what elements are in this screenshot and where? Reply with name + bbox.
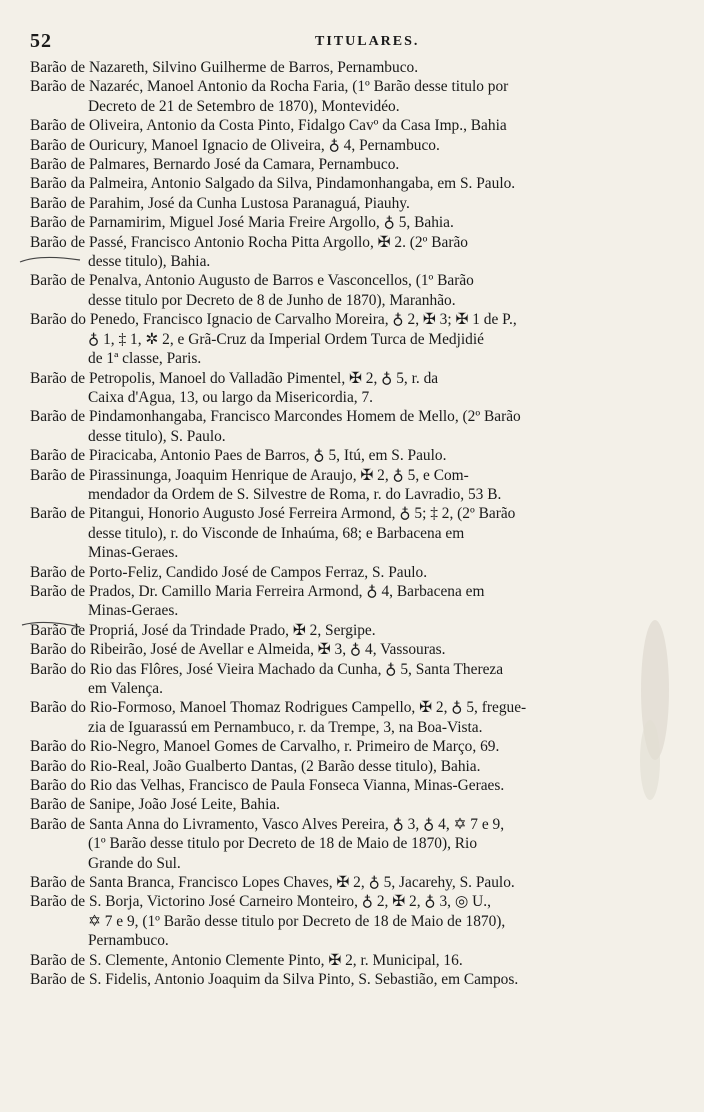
title-entry (30, 970, 670, 989)
entry-continuation-line: Pernambuco. (88, 932, 169, 950)
entry-first-line: Barão de Prados, Dr. Camillo Maria Ferreira Armond, ♁ 4, Barbacena em (30, 582, 485, 600)
entry-continuation-line: Minas-Geraes. (88, 544, 179, 562)
entry-first-line: Barão de Pitangui, Honorio Augusto José Ferreira Armond, ♁ 5; ‡ 2, (2º Barão (30, 505, 516, 523)
entry-first-line: Barão de S. Fidelis, Antonio Joaquim da Silva Pinto, S. Sebastião, em Campos. (30, 971, 519, 989)
entry-first-line: Barão de Ouricury, Manoel Ignacio de Oliveira, ♁ 4, Pernambuco. (30, 136, 440, 154)
entry-continuation-line: desse titulo), Bahia. (88, 253, 211, 271)
title-entry (30, 116, 670, 135)
entry-continuation-line: Grande do Sul. (88, 854, 181, 872)
title-entry (30, 310, 670, 368)
entry-first-line: Barão de Pindamonhangaba, Francisco Marcondes Homem de Mello, (2º Barão (30, 408, 521, 426)
title-entry (30, 369, 670, 408)
entry-continuation-line: (1º Barão desse titulo por Decreto de 18 de Maio de 1870), Rio (88, 835, 478, 853)
entry-first-line: Barão do Ribeirão, José de Avellar e Almeida, ✠ 3, ♁ 4, Vassouras. (30, 641, 446, 659)
entry-first-line: Barão de Nazareth, Silvino Guilherme de Barros, Pernambuco. (30, 59, 419, 76)
entry-continuation-line: de 1ª classe, Paris. (88, 350, 202, 368)
title-entry (30, 174, 670, 193)
title-entry (30, 892, 670, 950)
title-entry (30, 640, 670, 659)
entry-continuation-line: zia de Iguarassú em Pernambuco, r. da Trempe, 3, na Boa-Vista. (88, 718, 483, 736)
title-entry (30, 737, 670, 756)
title-entry (30, 77, 670, 116)
entry-first-line: Barão de Parnamirim, Miguel José Maria Freire Argollo, ♁ 5, Bahia. (30, 214, 454, 232)
entry-first-line: Barão do Rio-Real, João Gualberto Dantas, (2 Barão desse titulo), Bahia. (30, 757, 481, 775)
entry-first-line: Barão de Petropolis, Manoel do Valladão Pimentel, ✠ 2, ♁ 5, r. da (30, 369, 439, 387)
entry-continuation-line: Decreto de 21 de Setembro de 1870), Montevidéo. (88, 97, 400, 115)
title-entry (30, 582, 670, 621)
entry-continuation-line: desse titulo por Decreto de 8 de Junho de 1870), Maranhão. (88, 291, 456, 309)
entry-first-line: Barão de Piracicaba, Antonio Paes de Barros, ♁ 5, Itú, em S. Paulo. (30, 447, 447, 465)
entry-first-line: Barão de Penalva, Antonio Augusto de Barros e Vasconcellos, (1º Barão (30, 272, 474, 290)
title-entry (30, 58, 670, 77)
title-entry (30, 504, 670, 562)
title-entry (30, 155, 670, 174)
entry-first-line: Barão de S. Clemente, Antonio Clemente Pinto, ✠ 2, r. Municipal, 16. (30, 951, 463, 969)
entry-first-line: Barão da Palmeira, Antonio Salgado da Silva, Pindamonhangaba, em S. Paulo. (30, 175, 516, 193)
title-entry (30, 660, 670, 699)
title-entry (30, 407, 670, 446)
entry-first-line: Barão de Santa Anna do Livramento, Vasco Alves Pereira, ♁ 3, ♁ 4, ✡ 7 e 9, (30, 815, 505, 833)
title-entry (30, 621, 670, 640)
entry-continuation-line: ♁ 1, ‡ 1, ✲ 2, e Grã-Cruz da Imperial Ordem Turca de Medjidié (88, 330, 484, 348)
entry-continuation-line: Minas-Geraes. (88, 602, 179, 620)
entry-continuation-line: desse titulo), r. do Visconde de Inhaúma, 68; e Barbacena em (88, 524, 465, 542)
title-entry (30, 951, 670, 970)
page-number: 52 (30, 30, 52, 52)
entry-first-line: Barão do Rio-Negro, Manoel Gomes de Carvalho, r. Primeiro de Março, 69. (30, 738, 500, 756)
title-entry (30, 446, 670, 465)
title-entry (30, 698, 670, 737)
entry-first-line: Barão de Parahim, José da Cunha Lustosa Paranaguá, Piauhy. (30, 194, 410, 212)
title-entry (30, 233, 670, 272)
title-entry (30, 776, 670, 795)
title-entry (30, 815, 670, 873)
entry-first-line: Barão de Santa Branca, Francisco Lopes Chaves, ✠ 2, ♁ 5, Jacarehy, S. Paulo. (30, 874, 515, 892)
title-entry (30, 795, 670, 814)
title-entry (30, 757, 670, 776)
entry-first-line: Barão de Passé, Francisco Antonio Rocha Pitta Argollo, ✠ 2. (2º Barão (30, 233, 468, 251)
entry-first-line: Barão de S. Borja, Victorino José Carneiro Monteiro, ♁ 2, ✠ 2, ♁ 3, ◎ U., (30, 893, 491, 911)
title-entry (30, 194, 670, 213)
running-title: TITULARES. (315, 34, 420, 49)
entry-first-line: Barão de Palmares, Bernardo José da Camara, Pernambuco. (30, 156, 400, 174)
entry-first-line: Barão de Pirassinunga, Joaquim Henrique de Araujo, ✠ 2, ♁ 5, e Com- (30, 466, 469, 484)
title-entry (30, 563, 670, 582)
entry-first-line: Barão de Oliveira, Antonio da Costa Pinto, Fidalgo Cavº da Casa Imp., Bahia (30, 117, 507, 135)
entry-first-line: Barão de Porto-Feliz, Candido José de Campos Ferraz, S. Paulo. (30, 563, 428, 581)
title-entry (30, 136, 670, 155)
entry-first-line: Barão do Rio das Flôres, José Vieira Machado da Cunha, ♁ 5, Santa Thereza (30, 660, 504, 678)
entry-continuation-line: desse titulo), S. Paulo. (88, 427, 226, 445)
title-entry (30, 873, 670, 892)
entry-first-line: Barão de Sanipe, João José Leite, Bahia. (30, 796, 281, 814)
entry-first-line: Barão do Penedo, Francisco Ignacio de Carvalho Moreira, ♁ 2, ✠ 3; ✠ 1 de P., (30, 311, 517, 329)
entry-first-line: Barão de Propriá, José da Trindade Prado, ✠ 2, Sergipe. (30, 621, 376, 639)
title-entry (30, 271, 670, 310)
page-header (30, 30, 670, 56)
entry-continuation-line: mendador da Ordem de S. Silvestre de Roma, r. do Lavradio, 53 B. (88, 485, 502, 503)
entry-first-line: Barão de Nazaréc, Manoel Antonio da Rocha Faria, (1º Barão desse titulo por (30, 78, 509, 96)
entry-first-line: Barão do Rio-Formoso, Manoel Thomaz Rodrigues Campello, ✠ 2, ♁ 5, fregue- (30, 699, 527, 717)
title-entry (30, 466, 670, 505)
title-entry (30, 213, 670, 232)
titles-list (30, 58, 670, 990)
entry-continuation-line: Caixa d'Agua, 13, ou largo da Misericordia, 7. (88, 388, 374, 406)
entry-continuation-line: ✡ 7 e 9, (1º Barão desse titulo por Decreto de 18 de Maio de 1870), (88, 912, 506, 930)
entry-first-line: Barão do Rio das Velhas, Francisco de Paula Fonseca Vianna, Minas-Geraes. (30, 777, 505, 795)
entry-continuation-line: em Valença. (88, 680, 163, 697)
